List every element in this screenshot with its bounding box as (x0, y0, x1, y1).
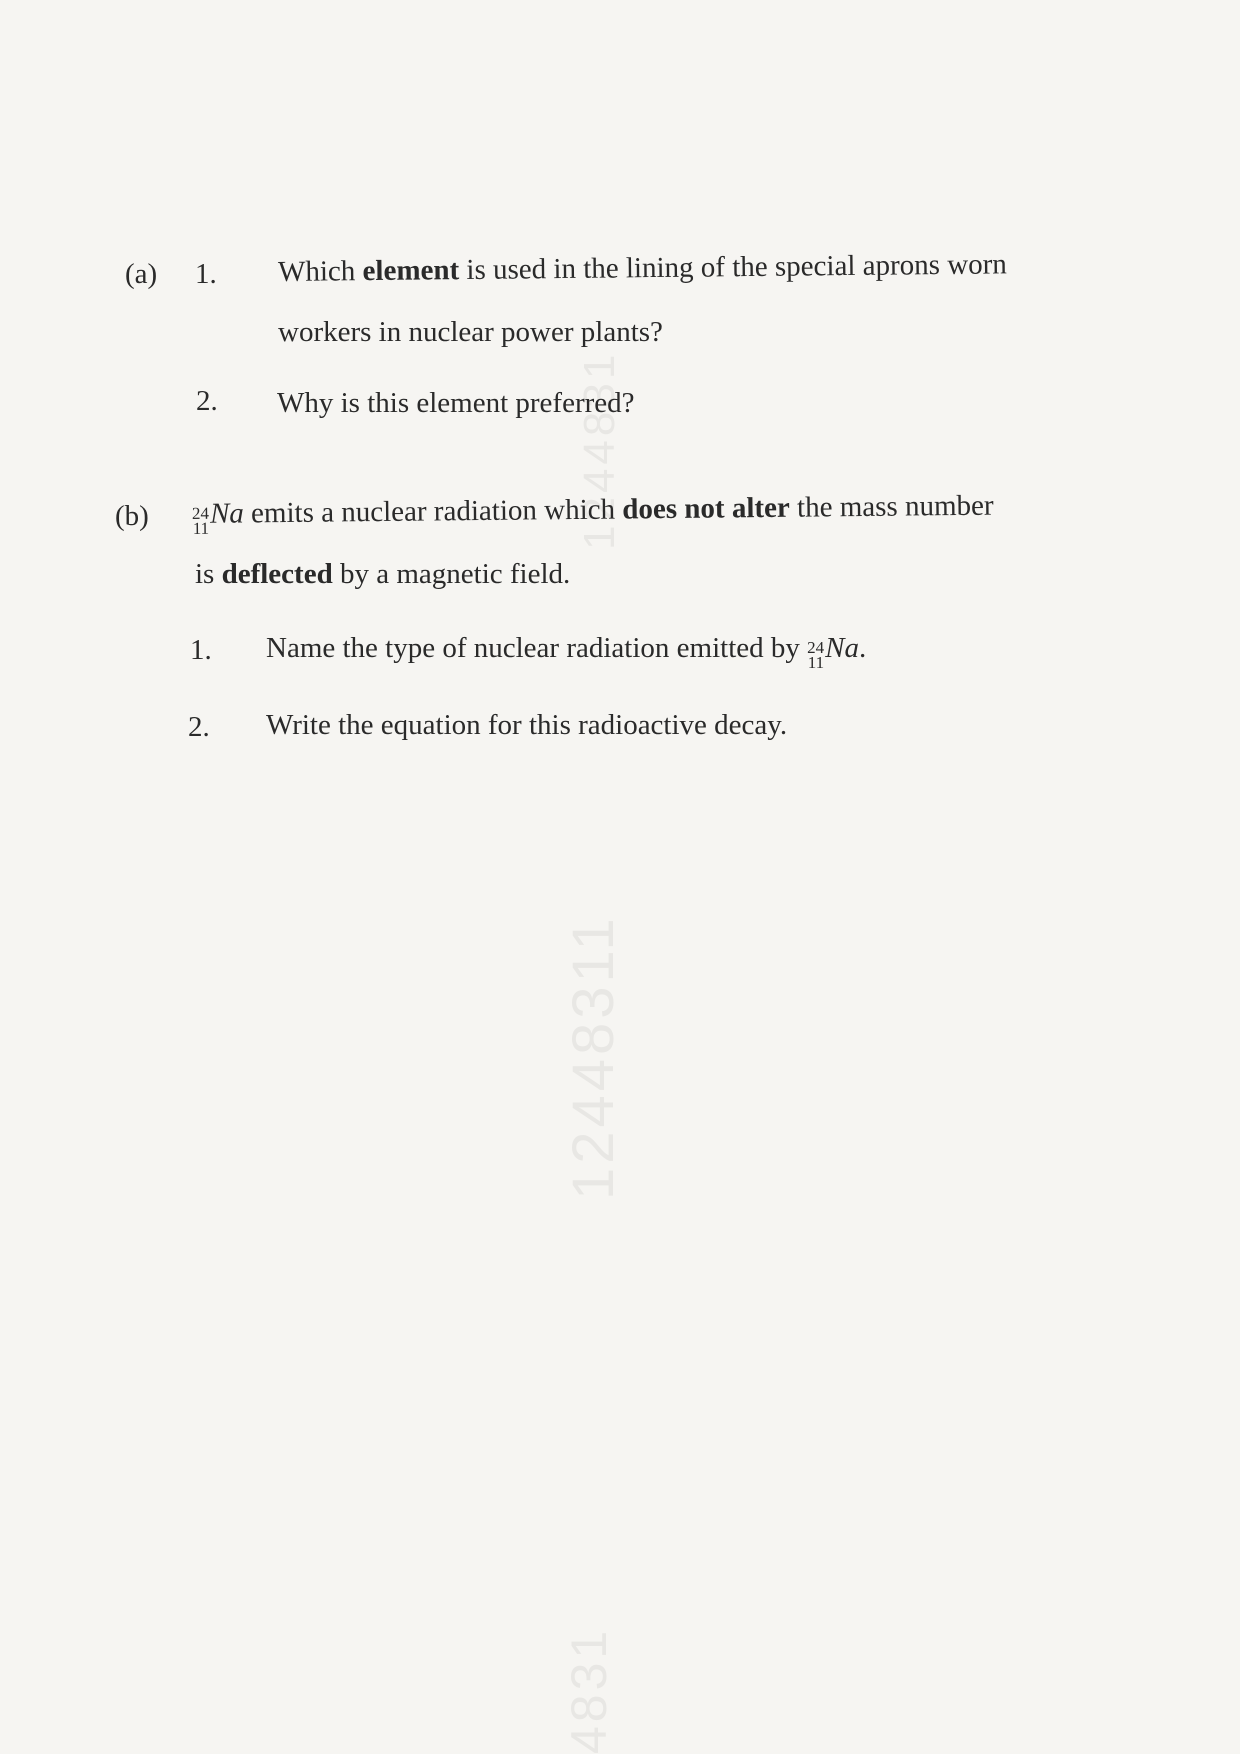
part-b-label: (b) (115, 500, 149, 532)
isotope-notation: 24 11 Na (191, 497, 244, 538)
question-text: Name the type of nuclear radiation emitted by 24 11 Na. (266, 632, 867, 672)
question-text: Which element is used in the lining of the special aprons worn (277, 248, 1008, 288)
question-number: 1. (190, 634, 212, 666)
question-text: Write the equation for this radioactive decay. (266, 709, 788, 741)
question-stem: 24 11 Na emits a nuclear radiation which does not alter the mass number (191, 489, 994, 538)
isotope-notation: 24 11 Na (807, 632, 859, 672)
question-number: 2. (196, 385, 218, 417)
question-number: 2. (188, 711, 210, 743)
question-text: Why is this element preferred? (277, 387, 635, 419)
watermark: 4831 (561, 1626, 617, 1754)
question-stem: is deflected by a magnetic field. (195, 558, 571, 590)
watermark: 1244831 (575, 350, 624, 550)
watermark: 12448311 (561, 914, 626, 1200)
question-number: 1. (195, 258, 217, 290)
question-text: workers in nuclear power plants? (278, 316, 663, 348)
part-a-label: (a) (125, 258, 158, 290)
